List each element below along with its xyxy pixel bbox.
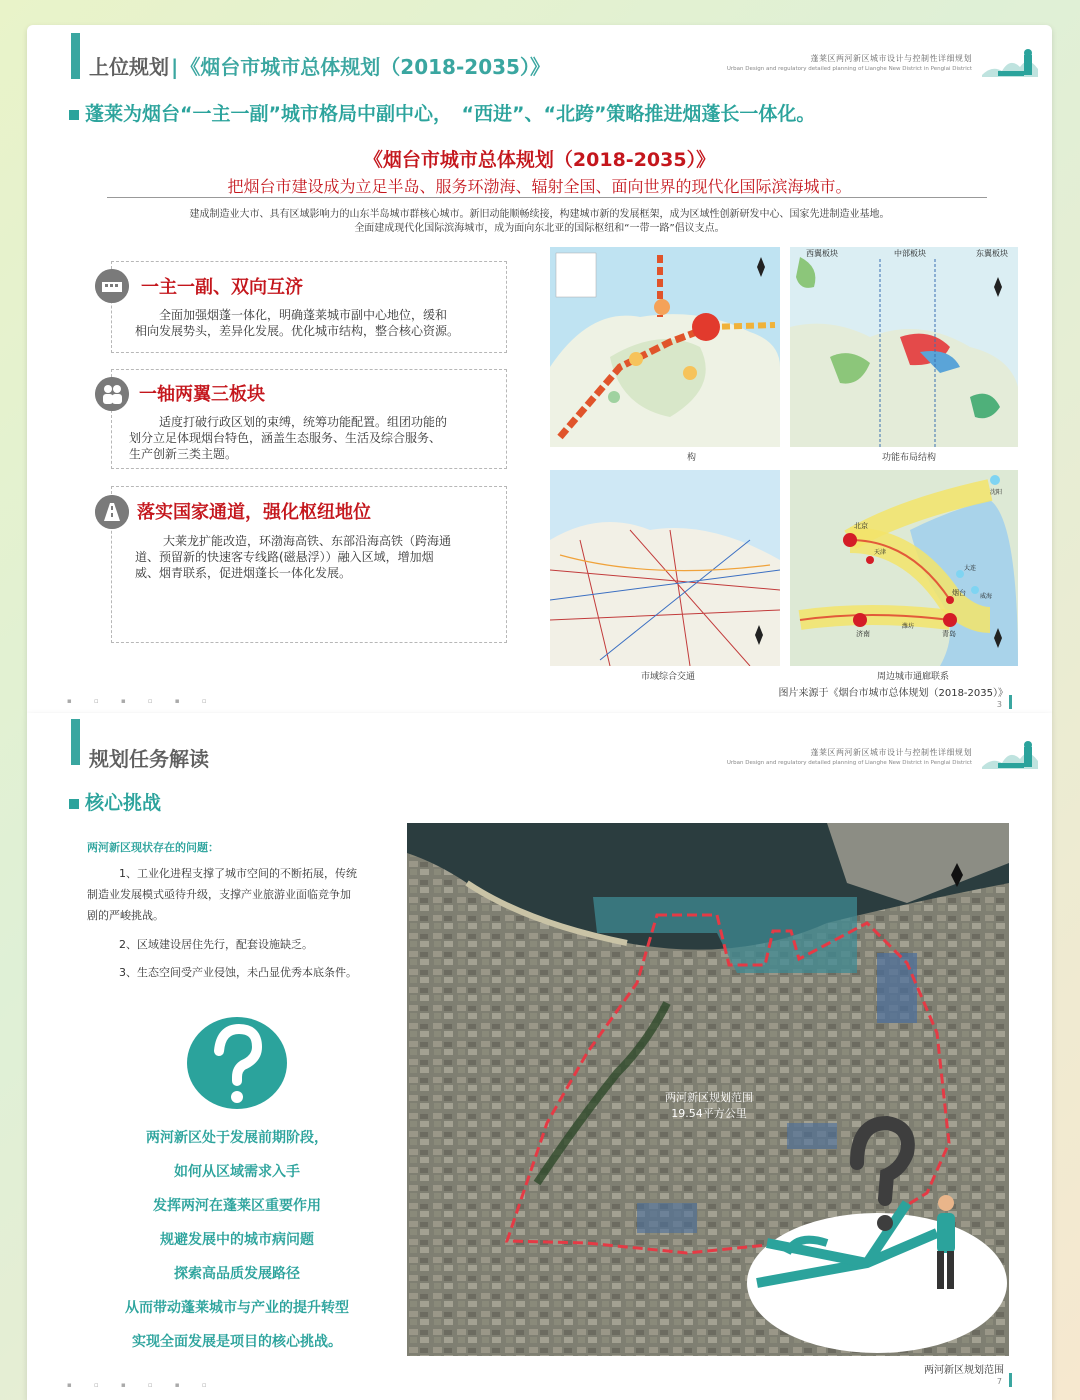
label-west-wing: 西翼板块 (806, 249, 838, 258)
card-3-line: 道、预留新的快速客专线路(磁悬浮））融入区域，增加烟 (135, 550, 434, 564)
page-title: 规划任务解读 (89, 747, 209, 771)
headline-text: 蓬莱为烟台“一主一副”城市格局中副中心， “西进”、“北跨”策略推进烟蓬长一体化。 (85, 103, 816, 125)
challenge-line: 探索高品质发展路径 (174, 1266, 300, 1282)
map-city-structure (550, 247, 780, 447)
card-2-title: 一轴两翼三板块 (139, 384, 265, 405)
issue-2 (119, 934, 313, 955)
issue-1-line: 制造业发展模式亟待升级，支撑产业旅游业面临竞争加 (87, 888, 351, 901)
boundary-label-2: 19.54平方公里 (671, 1107, 747, 1120)
page-number-bar (1009, 1373, 1012, 1387)
card-2-line: 生产创新三类主题。 (129, 447, 238, 461)
city-shenyang: 沈阳 (990, 489, 1003, 496)
issue-3 (119, 962, 357, 983)
card-2-line: 适度打破行政区划的束缚，统筹功能配置。组团功能的 (159, 415, 448, 429)
challenge-line: 从而带动蓬莱城市与产业的提升转型 (125, 1300, 349, 1316)
card-2-body (129, 414, 447, 462)
slide-upper-planning (27, 25, 1052, 713)
title-separator: | (171, 55, 179, 79)
brand-cn: 蓬莱区两河新区城市设计与控制性详细规划 (810, 54, 972, 63)
city-weifang: 潍坊 (902, 623, 915, 630)
card-2-line: 划分立足体现烟台特色，涵盖生态服务、生活及综合服务、 (129, 431, 442, 445)
challenge-line: 两河新区处于发展前期阶段， (146, 1130, 328, 1146)
city-weihai: 威海 (980, 593, 993, 600)
challenge-line: 实现全面发展是项目的核心挑战。 (132, 1334, 342, 1350)
issue-1-line: 剧的严峻挑战。 (87, 909, 164, 922)
label-east-wing: 东翼板块 (976, 249, 1008, 258)
caption-city-structure: 构 (687, 453, 697, 463)
issues-title: 两河新区现状存在的问题： (87, 841, 219, 854)
plan-desc-1: 建成制造业大市、具有区域影响力的山东半岛城市群核心城市。新旧动能顺畅续接，构建城市新的发展框架，成为区域性创新研发中心、国家先进制造业基地。 (189, 209, 890, 220)
map-transport (550, 470, 780, 666)
subhead-bullet (69, 799, 79, 809)
label-mid-block: 中部板块 (894, 249, 926, 258)
footer-marks: ▪ ▫ ▪ ▫ ▪ ▫ (67, 1381, 217, 1389)
header-accent-bar (71, 719, 80, 765)
issue-1-line: 1、工业化进程支撑了城市空间的不断拓展，传统 (119, 867, 357, 880)
road-icon (95, 495, 129, 529)
card-3-title: 落实国家通道，强化枢纽地位 (137, 502, 371, 523)
headline (69, 99, 815, 126)
aerial-map (407, 823, 1009, 1356)
city-yantai: 烟台 (952, 589, 966, 597)
caption-functional-layout: 功能布局结构 (882, 453, 937, 463)
headline-bullet (69, 110, 79, 120)
people-icon (95, 377, 129, 411)
challenge-line: 如何从区域需求入手 (174, 1164, 300, 1180)
page-title-main: 上位规划 (89, 55, 169, 79)
city-icon (95, 269, 129, 303)
slide-core-challenge (27, 713, 1052, 1400)
plan-goal: 把烟台市建设成为立足半岛、服务环渤海、辐射全国、面向世界的现代化国际滨海城市。 (227, 177, 852, 196)
brand-text (727, 53, 972, 72)
city-tianjin: 天津 (874, 549, 887, 556)
caption-transport: 市域综合交通 (641, 672, 696, 682)
card-1-body (135, 307, 459, 339)
card-3-line: 威、烟青联系，促进烟蓬长一体化发展。 (135, 566, 352, 580)
brand-en: Urban Design and regulatory detailed planning of Lianghe New District in Penglai District (726, 66, 972, 72)
card-3-line: 大莱龙扩能改造，环渤海高铁、东部沿海高铁（跨海通 (163, 534, 452, 548)
issue-3-line: 3、生态空间受产业侵蚀，未凸显优秀本底条件。 (119, 966, 357, 979)
divider (107, 197, 987, 198)
issue-2-line: 2、区域建设居住先行，配套设施缺乏。 (119, 938, 313, 951)
city-beijing: 北京 (854, 522, 868, 530)
image-source: 图片来源于《烟台市城市总体规划（2018-2035）》 (778, 688, 1008, 699)
plan-desc-2: 全面建成现代化国际滨海城市，成为面向东北亚的国际枢纽和“一带一路”倡议支点。 (354, 223, 725, 234)
header-accent-bar (71, 33, 80, 79)
page-title (89, 51, 550, 80)
question-mark-icon (185, 1013, 289, 1113)
map-corridors (790, 470, 1018, 666)
city-qingdao: 青岛 (942, 630, 956, 638)
subhead-text: 核心挑战 (85, 792, 162, 814)
page-number: 3 (996, 700, 1002, 709)
issue-1 (87, 863, 357, 926)
project-logo-icon (980, 47, 1042, 81)
aerial-caption: 两河新区规划范围 (924, 1365, 1004, 1376)
card-1-title: 一主一副、双向互济 (141, 277, 303, 298)
footer-marks: ▪ ▫ ▪ ▫ ▪ ▫ (67, 697, 217, 705)
brand-text (727, 747, 972, 766)
page-number: 7 (996, 1377, 1002, 1386)
card-1-line: 相向发展势头，差异化发展。优化城市结构，整合核心资源。 (135, 324, 460, 338)
city-dalian: 大连 (964, 565, 977, 572)
card-1-line: 全面加强烟蓬一体化，明确蓬莱城市副中心地位，缓和 (159, 308, 448, 322)
subhead (69, 788, 161, 815)
page-number-bar (1009, 695, 1012, 709)
caption-corridors: 周边城市通廊联系 (877, 672, 950, 682)
project-logo-icon (980, 739, 1042, 773)
brand-en: Urban Design and regulatory detailed planning of Lianghe New District in Penglai District (726, 760, 972, 766)
challenge-line: 规避发展中的城市病问题 (160, 1232, 314, 1248)
card-3-body (135, 533, 451, 581)
boundary-label-1: 两河新区规划范围 (665, 1091, 753, 1104)
challenge-statement (27, 1121, 447, 1359)
page-title-sub: 《烟台市城市总体规划（2018-2035）》 (180, 55, 550, 79)
city-jinan: 济南 (856, 630, 870, 638)
map-functional-layout (790, 247, 1018, 447)
brand-cn: 蓬莱区两河新区城市设计与控制性详细规划 (810, 748, 972, 757)
challenge-line: 发挥两河在蓬莱区重要作用 (153, 1198, 321, 1214)
plan-title: 《烟台市城市总体规划（2018-2035）》 (363, 149, 716, 171)
